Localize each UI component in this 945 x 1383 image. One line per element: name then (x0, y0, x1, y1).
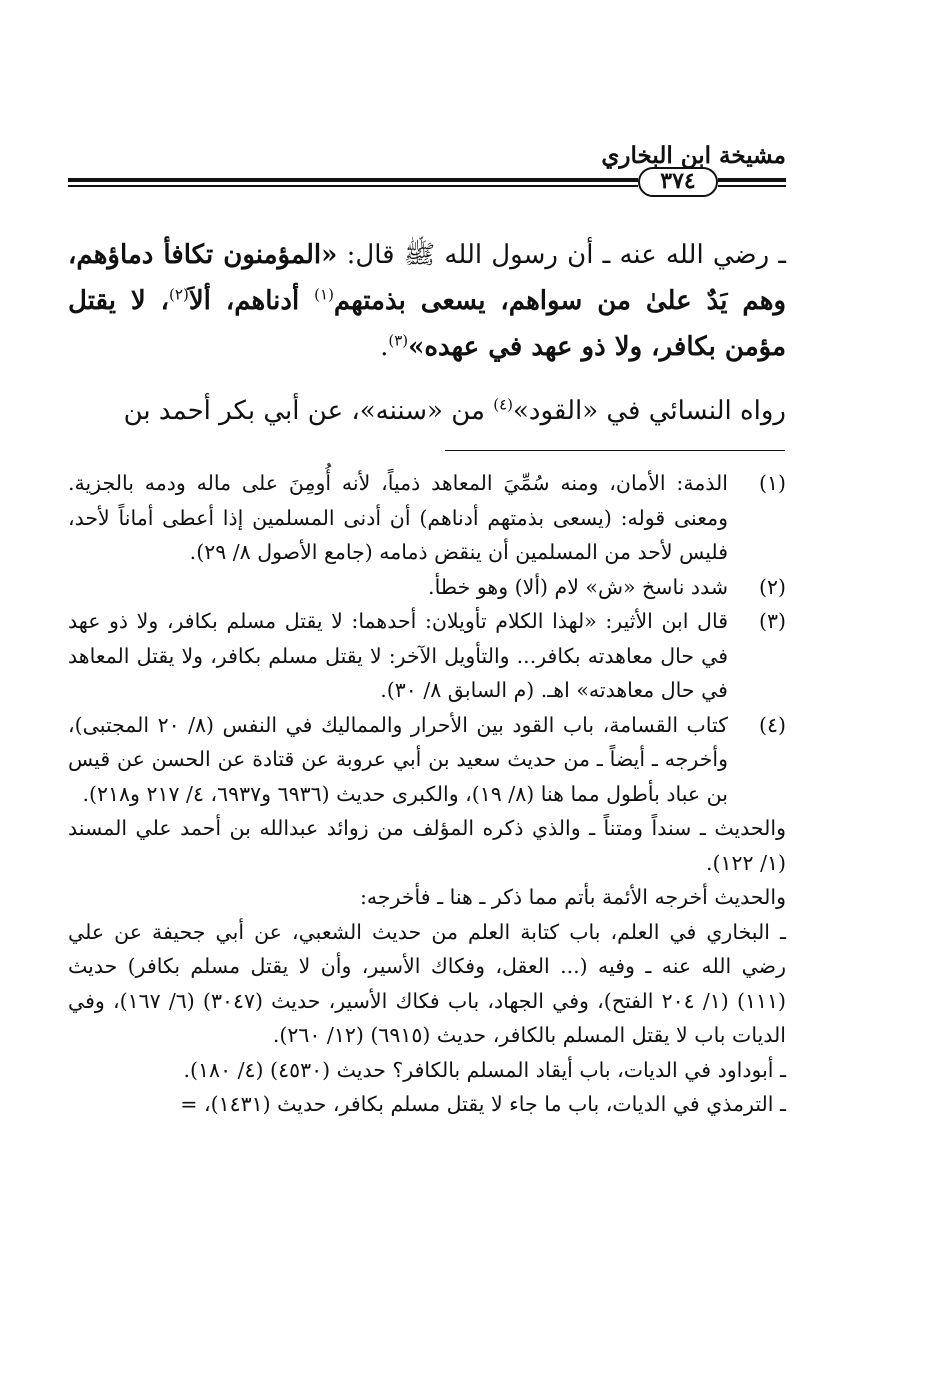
hadith-text-3: ، لا يقتل مؤمن بكافر، ولا ذو عهد في عهده» (68, 286, 786, 362)
footnote-1 (68, 466, 786, 570)
main-text (68, 232, 786, 434)
footnote-text: كتاب القسامة، باب القود بين الأحرار والمماليك في النفس (٨/ ٢٠ المجتبى)، وأخرجه ـ أيضاً ـ من حديث سعيد بن أبي عروبة عن قتادة عن الحسن عن قيس بن عباد بأطول مما هنا (٨/ ١٩)، والكبرى حديث (٦٩٣٦ و٦٩٣٧، ٤/ ٢١٧ و٢١٨). (68, 712, 728, 806)
footnote-3 (68, 604, 786, 708)
footnote-ref-4: (٤) (493, 395, 513, 414)
footnote-separator (445, 450, 785, 451)
hadith-text-1: «المؤمنون تكافأ دماؤهم، وهم يَدٌ علىٰ من سواهم، يسعى بذمتهم (68, 240, 786, 316)
footnote-number: (٢) (758, 574, 786, 599)
header-rule-thin-left (68, 185, 638, 187)
narration-text-2: من «سننه»، عن أبي بكر أحمد بن (123, 396, 494, 426)
footnote-text: شدد ناسخ «ش» لام (ألا) وهو خطأ. (428, 574, 728, 599)
header-rule-thick-right (718, 178, 786, 182)
header-rule-thin-right (718, 185, 786, 187)
note-paragraph: ـ أبوداود في الديات، باب أيقاد المسلم بالكافر؟ حديث (٤٥٣٠) (٤/ ١٨٠). (183, 1057, 786, 1082)
note-paragraph: ـ البخاري في العلم، باب كتابة العلم من حديث الشعبي، عن أبي جحيفة عن علي رضي الله عنه ـ وفيه (... العقل، وفكاك الأسير، وأن لا يقتل مسلم بكافر) حديث (١١١) (١/ ٢٠٤ الفتح)، وفي الجهاد، باب فكاك الأسير، حديث (٣٠٤٧) (٦/ ١٦٧)، وفي الديات باب لا يقتل المسلم بالكافر، حديث (٦٩١٥) (١٢/ ٢٦٠). (68, 919, 787, 1047)
note-paragraph: والحديث ـ سنداً ومتناً ـ والذي ذكره المؤلف من زوائد عبدالله بن أحمد علي المسند (١/ ١٢٢). (68, 816, 786, 875)
note-paragraph: ـ الترمذي في الديات، باب ما جاء لا يقتل مسلم بكافر، حديث (١٤٣١)، = (180, 1092, 786, 1116)
hadith-text-2: أدناهم، ألاَ (188, 286, 315, 316)
footnote-ref-1: (١) (314, 285, 334, 304)
hadith-end: . (380, 332, 389, 362)
running-header (68, 140, 786, 200)
footnote-ref-3: (٣) (388, 331, 409, 350)
footnote-text: الذمة: الأمان، ومنه سُمِّيَ المعاهد ذمياً، لأنه أُومِنَ على ماله ودمه بالجزية. ومعنى قوله: (يسعى بذمتهم أدناهم) أن أدنى المسلمين إذا أعطى أماناً لأحد، فليس لأحد من المسلمين أن ينقض ذمامه (جامع الأصول ٨/ ٢٩). (68, 471, 728, 564)
footnote-number: (١) (758, 471, 786, 495)
narration-text-1: رواه النسائي في «القود» (513, 396, 786, 426)
note-paragraph: والحديث أخرجه الأئمة بأتم مما ذكر ـ هنا ـ فأخرجه: (359, 885, 786, 909)
footnote-number: (٤) (758, 712, 786, 737)
footnote-2 (68, 570, 786, 605)
footnote-4 (68, 708, 786, 812)
footnotes (68, 466, 786, 1122)
hadith-intro: ـ رضي الله عنه ـ أن رسول الله ﷺ قال: (337, 240, 786, 270)
footnote-text: قال ابن الأثير: «لهذا الكلام تأويلان: أحدهما: لا يقتل مسلم بكافر، ولا ذو عهد في حال معاهدته بكافر... والتأويل الآخر: لا يقتل مسلم بكافر، ولا يقتل المعاهد في حال معاهدته» اهـ. (م السابق ٨/ ٣٠). (68, 609, 728, 702)
narration-paragraph (68, 388, 786, 434)
book-title: مشيخة ابن البخاري (601, 142, 786, 169)
footnote-ref-2: (٢) (169, 285, 189, 304)
header-rule-thick-left (68, 178, 638, 182)
hadith-paragraph (68, 232, 786, 370)
page-number: ٣٧٤ (638, 167, 718, 197)
footnote-number: (٣) (758, 609, 786, 633)
